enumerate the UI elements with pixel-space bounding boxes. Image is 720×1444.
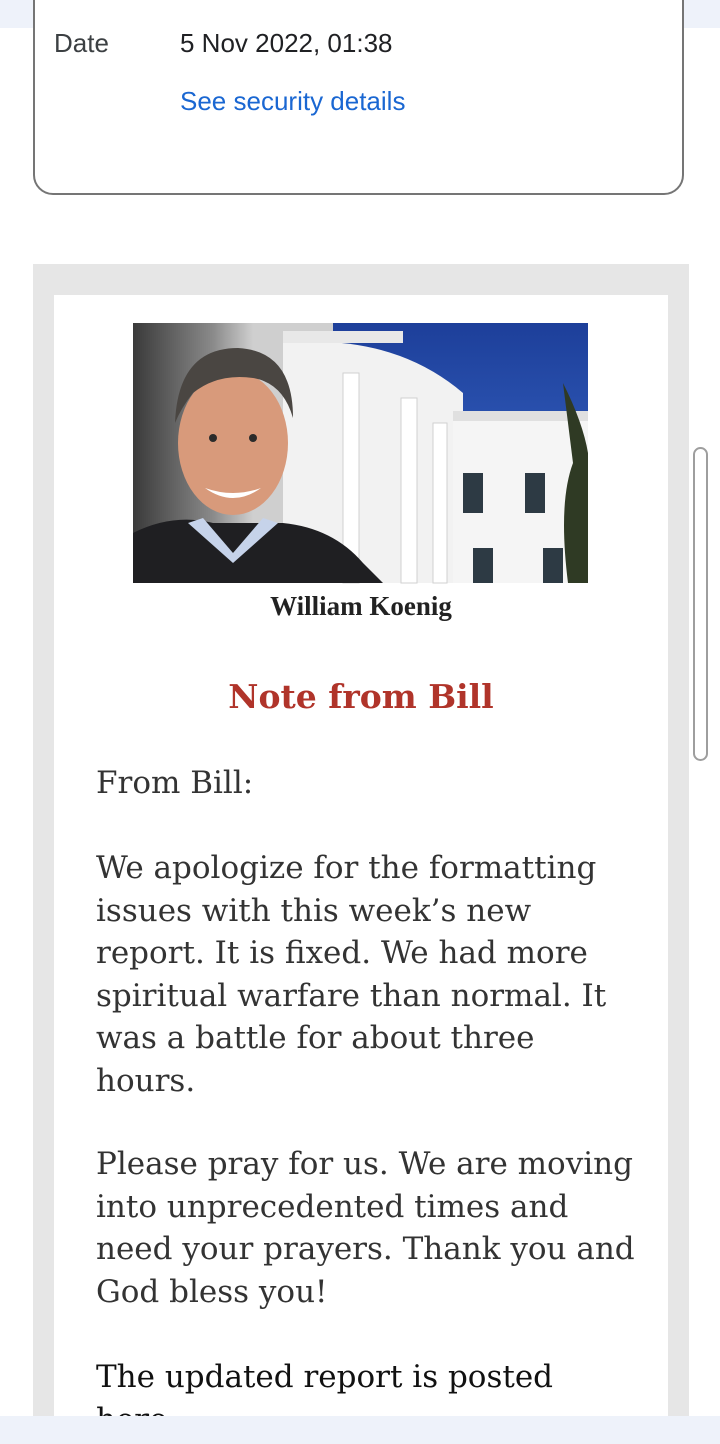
- bottom-navigation-strip: [0, 1416, 720, 1444]
- note-title: Note from Bill: [228, 677, 494, 716]
- see-security-details-link[interactable]: See security details: [180, 86, 406, 116]
- body-paragraph-report-link: The updated report is posted: [96, 1359, 554, 1395]
- body-paragraph-apology: We apologize for the formatting issues with this week’s new report. It is fixed. We had more spiritual warfare than normal. It was a battle for about three hours.: [96, 850, 607, 1099]
- photo-caption: William Koenig: [270, 591, 452, 621]
- date-value: 5 Nov 2022, 01:38: [180, 28, 393, 58]
- body-paragraph-prayer: Please pray for us. We are moving into unprecedented times and need your prayers. Thank you and God bless you!: [96, 1146, 635, 1310]
- date-label: Date: [54, 28, 109, 58]
- body-paragraph-greeting: From Bill:: [96, 765, 254, 801]
- email-body: [54, 295, 668, 1416]
- author-photo: [133, 323, 588, 583]
- scrollbar-thumb[interactable]: [693, 447, 708, 761]
